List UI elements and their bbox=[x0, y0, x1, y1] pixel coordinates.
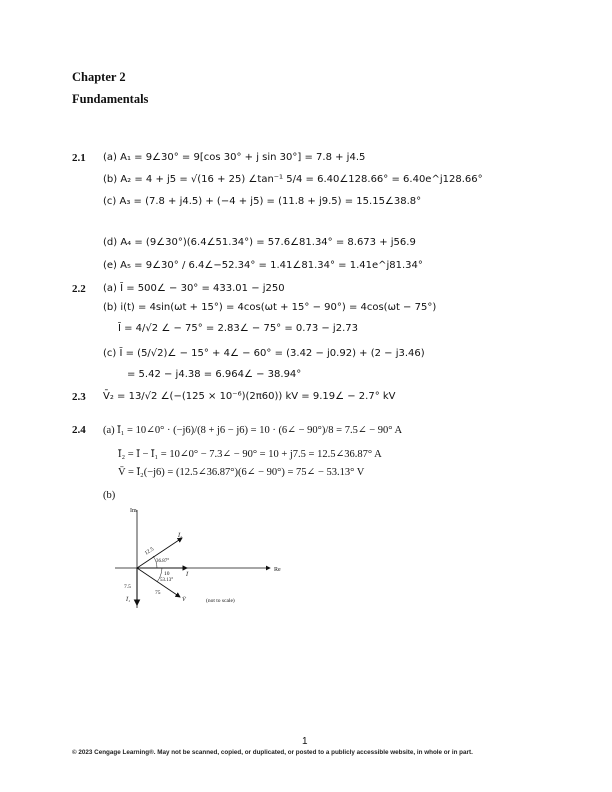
magnitude-label: 12.5 bbox=[143, 546, 156, 557]
chapter-title: Fundamentals bbox=[72, 92, 149, 106]
magnitude-label: 7.5 bbox=[124, 584, 131, 590]
copyright-notice: © 2023 Cengage Learning®. May not be scanned, copied, or duplicated, or posted to a publicly accessible website, in whole or in part. bbox=[72, 749, 473, 756]
equation-line: V̄₂ = 13/√2 ∠(−(125 × 10⁻⁶)(2π60)) kV = 9.19∠ − 2.7° kV bbox=[103, 391, 396, 402]
equation-line: (a) Ī = 500∠ − 30° = 433.01 − j250 bbox=[103, 283, 285, 294]
problem-number: 2.3 bbox=[72, 391, 86, 403]
equation-line: (a) A₁ = 9∠30° = 9[cos 30° + j sin 30°] = 7.8 + j4.5 bbox=[103, 152, 366, 163]
part-label: (b) bbox=[103, 490, 116, 501]
magnitude-label: 10 bbox=[164, 571, 170, 577]
problem-number: 2.4 bbox=[72, 424, 86, 436]
equation-line: (c) A₃ = (7.8 + j4.5) + (−4 + j5) = (11.8 + j9.5) = 15.15∠38.8° bbox=[103, 196, 422, 207]
im-axis-label: Im bbox=[130, 508, 137, 514]
chapter-heading: Chapter 2 bbox=[72, 70, 126, 84]
angle-label: 53.13° bbox=[160, 578, 174, 583]
angle-label: 36.87° bbox=[156, 559, 170, 564]
equation-line: (b) i(t) = 4sin(ωt + 15°) = 4cos(ωt + 15° − 90°) = 4cos(ωt − 75°) bbox=[103, 302, 437, 313]
equation-line: (d) A₄ = (9∠30°)(6.4∠51.34°) = 57.6∠81.34° = 8.673 + j56.9 bbox=[103, 237, 416, 248]
i-label: Ī bbox=[186, 572, 188, 578]
equation-line: (c) Ī = (5/√2)∠ − 15° + 4∠ − 60° = (3.42 − j0.92) + (2 − j3.46) bbox=[103, 348, 425, 359]
equation-line: (a) Ī₁ = 10∠0° · (−j6)/(8 + j6 − j6) = 10 · (6∠ − 90°)/8 = 7.5∠ − 90° A bbox=[103, 425, 403, 436]
i1-label: Ī₁ bbox=[126, 597, 131, 603]
equation-line: = 5.42 − j4.38 = 6.964∠ − 38.94° bbox=[127, 369, 302, 380]
re-axis-label: Re bbox=[274, 567, 281, 573]
equation-line: Ī = 4/√2 ∠ − 75° = 2.83∠ − 75° = 0.73 − j2.73 bbox=[118, 323, 358, 334]
problem-number: 2.1 bbox=[72, 152, 86, 164]
equation-line: V̄ = Ī₂(−j6) = (12.5∠36.87°)(6∠ − 90°) = 75∠ − 53.13° V bbox=[118, 467, 365, 478]
scale-note: (not to scale) bbox=[206, 598, 235, 604]
v-label: V̄ bbox=[182, 597, 186, 603]
i2-label: Ī₂ bbox=[178, 533, 183, 539]
equation-line: Ī₂ = Ī − Ī₁ = 10∠0° − 7.3∠ − 90° = 10 + j7.5 = 12.5∠36.87° A bbox=[118, 449, 382, 460]
equation-line: (e) A₅ = 9∠30° / 6.4∠−52.34° = 1.41∠81.34° = 1.41e^j81.34° bbox=[103, 260, 423, 271]
phasor-diagram bbox=[110, 500, 300, 615]
magnitude-label: 75 bbox=[155, 590, 161, 596]
page-number: 1 bbox=[302, 736, 308, 747]
problem-number: 2.2 bbox=[72, 283, 86, 295]
equation-line: (b) A₂ = 4 + j5 = √(16 + 25) ∠tan⁻¹ 5/4 = 6.40∠128.66° = 6.40e^j128.66° bbox=[103, 174, 483, 185]
